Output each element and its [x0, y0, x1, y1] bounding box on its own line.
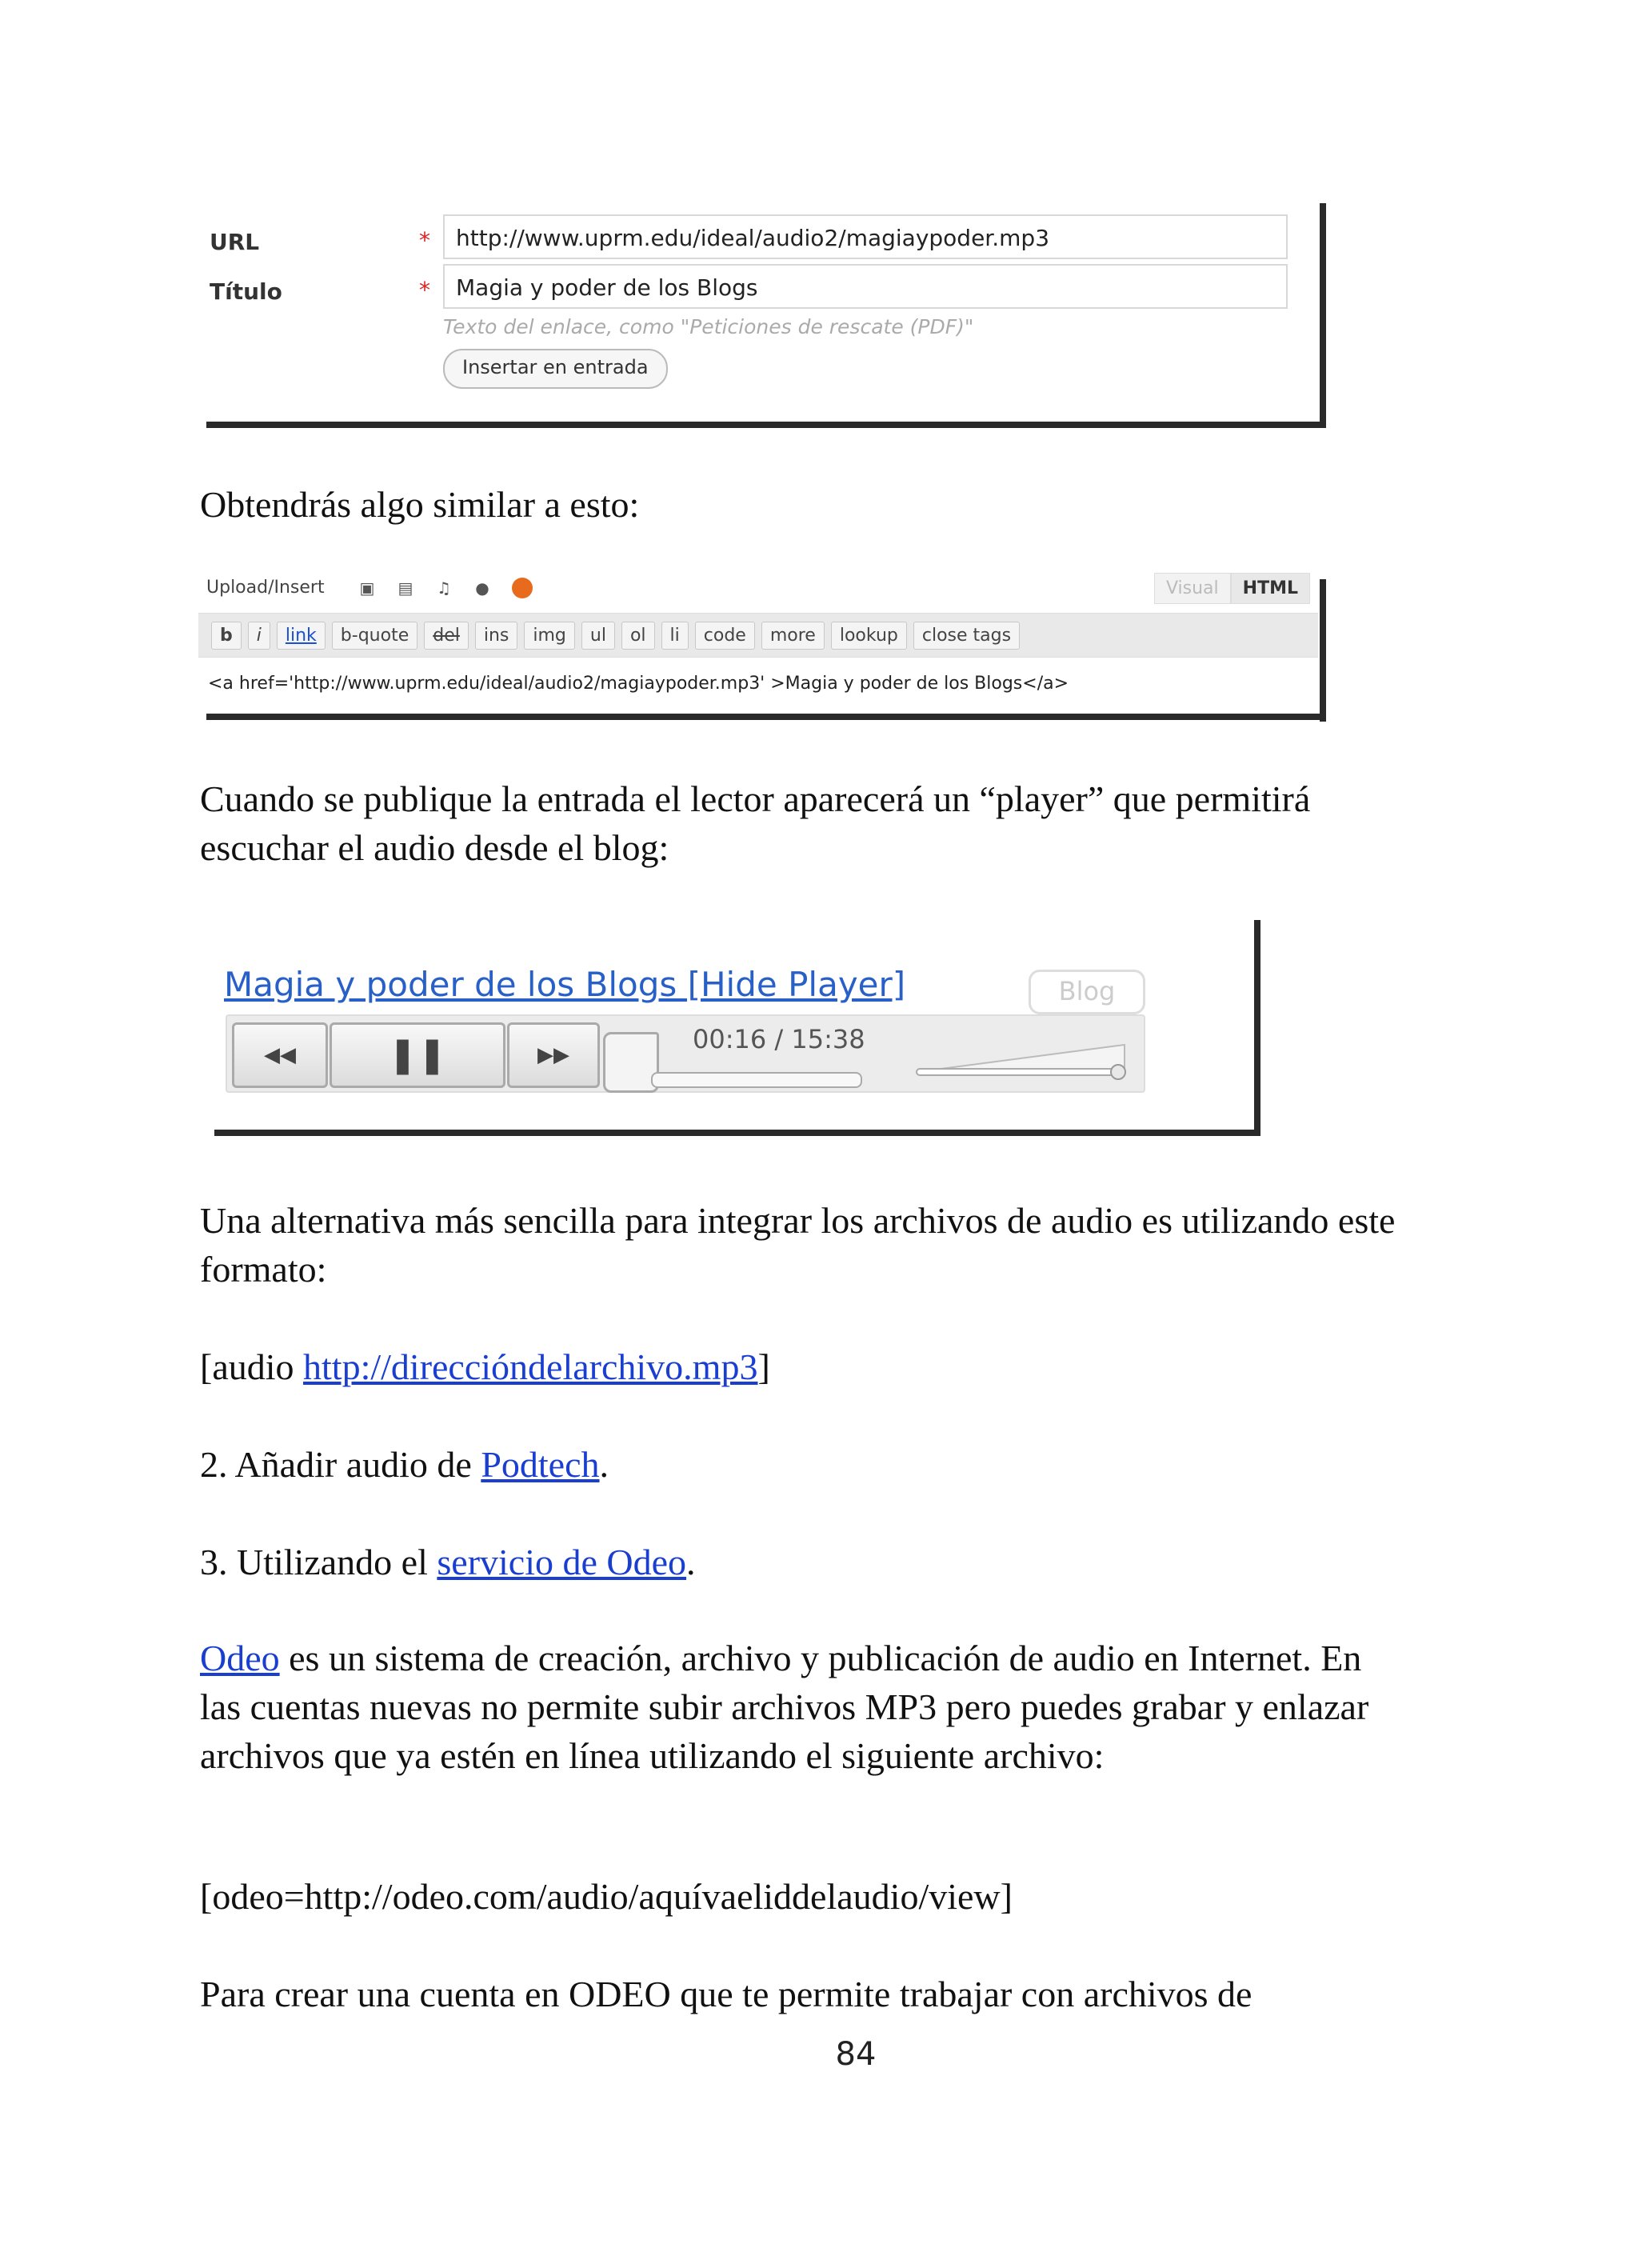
item2-suffix: . — [599, 1444, 609, 1485]
shadow-bottom — [214, 1130, 1260, 1136]
paragraph-odeo — [200, 1634, 1384, 1780]
quicktag-lookup-button[interactable]: lookup — [831, 622, 907, 650]
item3-prefix: 3. Utilizando el — [200, 1542, 437, 1582]
quicktag-bold-button[interactable]: b — [211, 622, 242, 650]
paragraph-alternative: Una alternativa más sencilla para integrar los archivos de audio es utilizando este formato: — [200, 1200, 1404, 1290]
link-form-screenshot — [198, 192, 1318, 420]
item3-suffix: . — [686, 1542, 696, 1582]
quicktag-more-button[interactable]: more — [761, 622, 825, 650]
odeo-shortcode: [odeo=http://odeo.com/audio/aquívaeliddelaudio/view] — [200, 1876, 1013, 1917]
volume-wedge-icon — [913, 1040, 1129, 1080]
audio-prefix: [audio — [200, 1346, 304, 1387]
quicktag-img-button[interactable]: img — [524, 622, 575, 650]
url-label: URL — [210, 229, 260, 255]
quicktag-code-button[interactable]: code — [695, 622, 755, 650]
paragraph-odeo-account: Para crear una cuenta en ODEO que te permite trabajar con archivos de — [200, 1974, 1252, 2014]
quicktag-ul-button[interactable]: ul — [581, 622, 615, 650]
quicktag-italic-button[interactable]: i — [248, 622, 270, 650]
video-icon[interactable]: ● — [475, 578, 489, 598]
quicktag-li-button[interactable]: li — [661, 622, 689, 650]
editor-code-line[interactable]: <a href='http://www.uprm.edu/ideal/audio2/magiaypoder.mp3' >Magia y poder de los Blogs</a> — [208, 674, 1069, 694]
shadow-bottom — [206, 422, 1326, 428]
shadow-right — [1320, 203, 1326, 427]
orange-media-icon[interactable] — [512, 578, 533, 598]
quicktag-ins-button[interactable]: ins — [475, 622, 518, 650]
blog-badge: Blog — [1029, 970, 1145, 1014]
quicktag-bquote-button[interactable]: b-quote — [332, 622, 417, 650]
title-input[interactable]: Magia y poder de los Blogs — [443, 264, 1288, 309]
shadow-right — [1320, 579, 1326, 722]
player-title-link[interactable]: Magia y poder de los Blogs [Hide Player] — [224, 965, 906, 1004]
odeo-service-link[interactable]: servicio de Odeo — [437, 1542, 687, 1582]
pause-button[interactable]: ❚❚ — [330, 1022, 505, 1088]
volume-slider[interactable] — [913, 1040, 1129, 1080]
paragraph-player: Cuando se publique la entrada el lector aparecerá un “player” que permitirá escuchar el audio desde el blog: — [200, 778, 1320, 868]
audio-shortcode-line — [200, 1342, 1448, 1391]
gallery-icon[interactable]: ▤ — [398, 578, 413, 598]
image-icon[interactable]: ▣ — [359, 578, 375, 598]
rewind-button[interactable]: ◀◀ — [232, 1022, 328, 1088]
quicktag-close-tags-button[interactable]: close tags — [913, 622, 1020, 650]
audio-file-link[interactable]: http://direccióndelarchivo.mp3 — [303, 1346, 758, 1387]
audio-player-screenshot — [206, 920, 1252, 1128]
tab-html[interactable]: HTML — [1231, 573, 1310, 604]
quicktag-link-button[interactable]: link — [277, 622, 326, 650]
shadow-bottom — [206, 714, 1326, 720]
quicktags-toolbar — [198, 613, 1318, 658]
title-label: Título — [210, 278, 282, 305]
editor-screenshot — [198, 570, 1318, 712]
media-icons — [358, 578, 533, 598]
shadow-right — [1254, 920, 1260, 1136]
audio-suffix: ] — [757, 1346, 770, 1387]
fast-forward-button[interactable]: ▶▶ — [507, 1022, 600, 1088]
page-number: 84 — [835, 2036, 877, 2073]
item-podtech — [200, 1440, 1448, 1489]
player-time: 00:16 / 15:38 — [693, 1024, 865, 1054]
insert-into-post-button[interactable]: Insertar en entrada — [443, 349, 668, 389]
podtech-link[interactable]: Podtech — [481, 1444, 600, 1485]
odeo-description: es un sistema de creación, archivo y publicación de audio en Internet. En las cuentas nuevas no permite subir archivos MP3 pero puedes grabar y enlazar archivos que ya estén en línea utilizando el siguiente archivo: — [200, 1638, 1378, 1776]
tab-visual[interactable]: Visual — [1154, 573, 1231, 604]
odeo-link[interactable]: Odeo — [200, 1638, 280, 1678]
quicktag-ol-button[interactable]: ol — [621, 622, 655, 650]
player-controls-bar — [226, 1014, 1145, 1093]
paragraph-similar: Obtendrás algo similar a esto: — [200, 484, 640, 525]
item-odeo — [200, 1538, 1448, 1586]
music-icon[interactable]: ♫ — [437, 578, 451, 598]
item2-prefix: 2. Añadir audio de — [200, 1444, 481, 1485]
upload-insert-label: Upload/Insert — [206, 578, 325, 598]
url-input[interactable]: http://www.uprm.edu/ideal/audio2/magiaypoder.mp3 — [443, 214, 1288, 259]
url-required-mark: * — [419, 227, 430, 254]
title-required-mark: * — [419, 277, 430, 303]
link-text-hint: Texto del enlace, como "Peticiones de rescate (PDF)" — [443, 315, 974, 338]
progress-track[interactable] — [651, 1072, 862, 1088]
quicktag-del-button[interactable]: del — [424, 622, 469, 650]
editor-tabs — [1154, 573, 1310, 604]
